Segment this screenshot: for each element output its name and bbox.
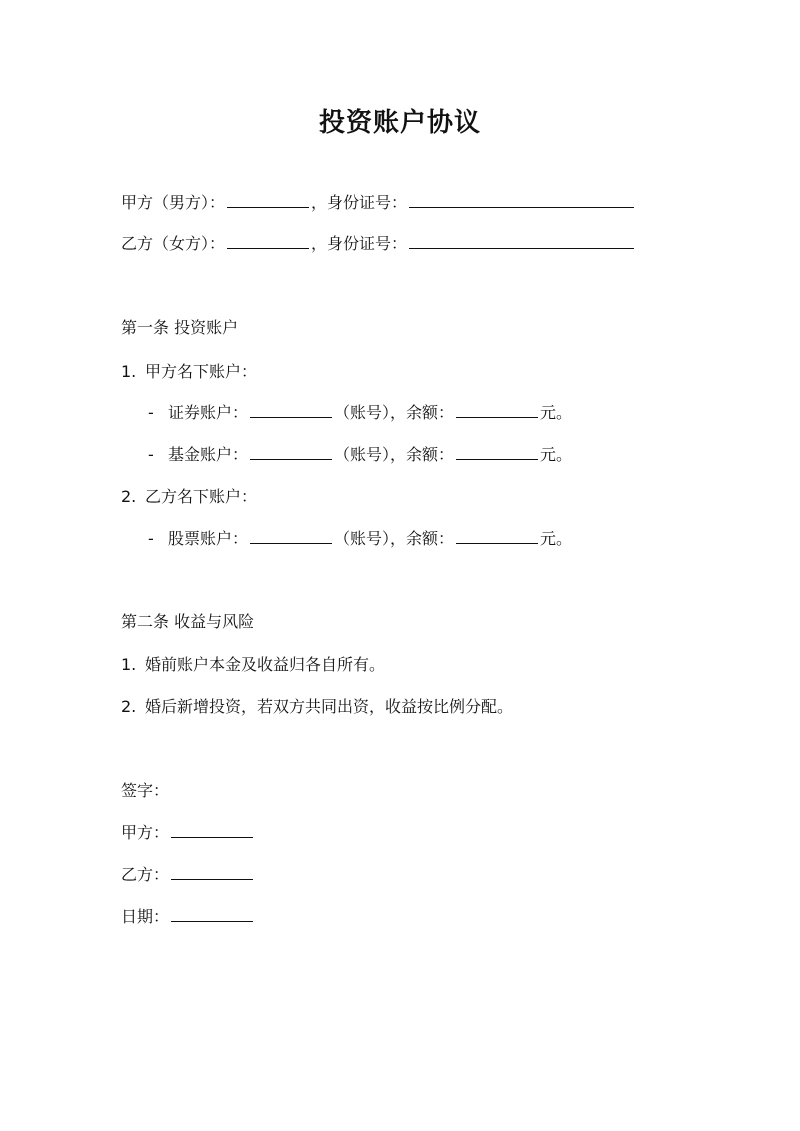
account-balance-label: （账号），余额： xyxy=(334,403,455,422)
account-number-blank[interactable] xyxy=(250,416,332,418)
item-text: 乙方名下账户： xyxy=(145,487,258,506)
party-b-label: 乙方（女方）： xyxy=(121,234,226,253)
account-row-fund xyxy=(148,445,572,465)
item-text: 婚后新增投资，若双方共同出资，收益按比例分配。 xyxy=(145,697,514,716)
party-a-label: 甲方（男方）： xyxy=(121,193,226,212)
article1-item2 xyxy=(121,487,257,507)
item-number: 2. xyxy=(121,697,137,716)
party-b-line xyxy=(121,234,636,254)
account-row-securities xyxy=(148,403,572,423)
item-number: 1. xyxy=(121,655,137,674)
item-text: 婚前账户本金及收益归各自所有。 xyxy=(145,655,386,674)
signature-party-b-blank[interactable] xyxy=(171,878,253,880)
signature-date-label: 日期： xyxy=(121,907,170,926)
party-a-name-blank[interactable] xyxy=(227,206,309,208)
article1-heading: 第一条 投资账户 xyxy=(121,318,239,337)
account-balance-label: （账号），余额： xyxy=(334,445,455,464)
balance-blank[interactable] xyxy=(456,416,538,418)
party-a-id-blank[interactable] xyxy=(409,206,634,208)
currency-unit: 元。 xyxy=(540,445,573,464)
account-label: 证券账户： xyxy=(168,403,249,422)
article2-item1 xyxy=(121,655,385,675)
article1-item1 xyxy=(121,362,257,382)
party-a-line xyxy=(121,193,636,213)
item-number: 2. xyxy=(121,487,137,506)
signature-party-a-label: 甲方： xyxy=(121,823,170,842)
signature-date-blank[interactable] xyxy=(171,920,253,922)
list-dash: - xyxy=(148,403,154,422)
article2-item2 xyxy=(121,697,513,717)
party-b-name-blank[interactable] xyxy=(227,247,309,249)
account-number-blank[interactable] xyxy=(250,458,332,460)
account-balance-label: （账号），余额： xyxy=(334,529,455,548)
signature-party-a-blank[interactable] xyxy=(171,836,253,838)
party-b-id-blank[interactable] xyxy=(409,247,634,249)
item-text: 甲方名下账户： xyxy=(145,362,258,381)
currency-unit: 元。 xyxy=(540,529,573,548)
balance-blank[interactable] xyxy=(456,458,538,460)
signature-heading: 签字： xyxy=(121,781,170,800)
list-dash: - xyxy=(148,529,154,548)
account-row-stock xyxy=(148,529,572,549)
signature-party-a xyxy=(121,823,255,843)
document-title: 投资账户协议 xyxy=(318,108,481,138)
item-number: 1. xyxy=(121,362,137,381)
list-dash: - xyxy=(148,445,154,464)
party-a-id-label: ，身份证号： xyxy=(311,193,408,212)
currency-unit: 元。 xyxy=(540,403,573,422)
signature-date xyxy=(121,907,255,927)
account-label: 股票账户： xyxy=(168,529,249,548)
party-b-id-label: ，身份证号： xyxy=(311,234,408,253)
balance-blank[interactable] xyxy=(456,542,538,544)
account-number-blank[interactable] xyxy=(250,542,332,544)
account-label: 基金账户： xyxy=(168,445,249,464)
signature-party-b-label: 乙方： xyxy=(121,865,170,884)
article2-heading: 第二条 收益与风险 xyxy=(121,612,255,631)
signature-party-b xyxy=(121,865,255,885)
